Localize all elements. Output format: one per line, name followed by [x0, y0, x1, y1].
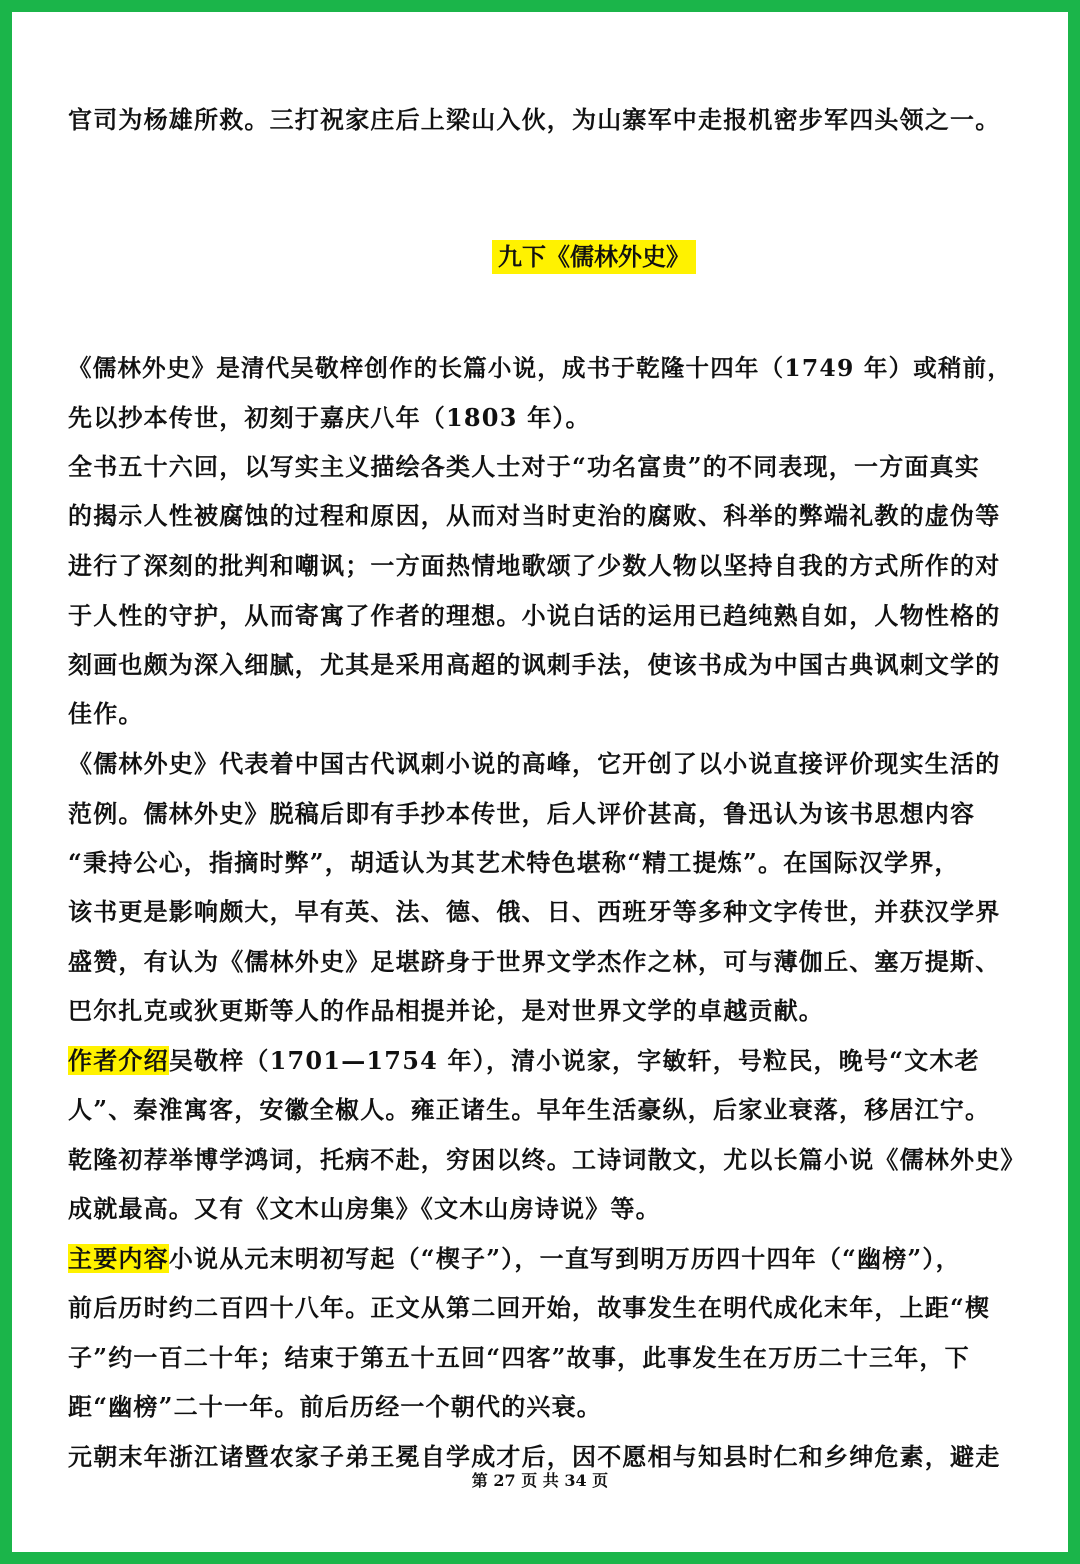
text-line: 乾隆初荐举博学鸿词，托病不赴，穷困以终。工诗词散文，尤以长篇小说《儒林外史》 [68, 1145, 1026, 1174]
text-line: 人”、秦淮寓客，安徽全椒人。雍正诸生。早年生活豪纵，后家业衰落，移居江宁。 [68, 1095, 991, 1124]
document-page [12, 12, 1068, 1552]
text-line: 元朝末年浙江诸暨农家子弟王冕自学成才后，因不愿相与知县时仁和乡绅危素，避走 [68, 1442, 1001, 1471]
section-title: 九下《儒林外史》 [492, 240, 696, 274]
text-line: 子”约一百二十年；结束于第五十五回“四客”故事，此事发生在万历二十三年，下 [68, 1343, 970, 1372]
author-intro-line [68, 1046, 980, 1076]
text-line: “秉持公心，指摘时弊”，胡适认为其艺术特色堪称“精工提炼”。在国际汉学界， [68, 848, 960, 877]
text-line: 官司为杨雄所救。三打祝家庄后上梁山入伙，为山寨军中走报机密步军四头领之一。 [68, 105, 1001, 134]
text-line: 《儒林外史》是清代吴敬梓创作的长篇小说，成书于乾隆十四年（1749 年）或稍前， [68, 354, 1013, 382]
text-line: 前后历时约二百四十八年。正文从第二回开始，故事发生在明代成化末年，上距“楔 [68, 1293, 991, 1322]
text-segment: 吴敬梓（1701—1754 年），清小说家，字敏轩，号粒民，晚号“文木老 [168, 1046, 980, 1075]
text-line: 《儒林外史》代表着中国古代讽刺小说的高峰，它开创了以小说直接评价现实生活的 [68, 749, 1001, 778]
main-content-line [68, 1244, 961, 1274]
text-line: 该书更是影响颇大，早有英、法、德、俄、日、西班牙等多种文字传世，并获汉学界 [68, 897, 1001, 926]
text-line: 于人性的守护，从而寄寓了作者的理想。小说白话的运用已趋纯熟自如，人物性格的 [68, 601, 1001, 630]
text-line: 距“幽榜”二十一年。前后历经一个朝代的兴衰。 [68, 1392, 603, 1421]
text-segment: 小说从元末明初写起（“楔子”），一直写到明万历四十四年（“幽榜”）， [168, 1244, 961, 1273]
text-line: 先以抄本传世，初刻于嘉庆八年（1803 年）。 [68, 403, 591, 432]
text-line: 刻画也颇为深入细腻，尤其是采用高超的讽刺手法，使该书成为中国古典讽刺文学的 [68, 650, 1001, 679]
text-line: 进行了深刻的批判和嘲讽；一方面热情地歌颂了少数人物以坚持自我的方式所作的对 [68, 551, 1001, 580]
text-line: 佳作。 [68, 699, 144, 728]
author-intro-label: 作者介绍 [68, 1046, 169, 1075]
main-content-label: 主要内容 [68, 1244, 169, 1273]
text-line: 全书五十六回，以写实主义描绘各类人士对于“功名富贵”的不同表现，一方面真实 [68, 452, 981, 481]
text-line: 的揭示人性被腐蚀的过程和原因，从而对当时吏治的腐败、科举的弊端礼教的虚伪等 [68, 501, 1001, 530]
text-line: 盛赞，有认为《儒林外史》足堪跻身于世界文学杰作之林，可与薄伽丘、塞万提斯、 [68, 947, 1001, 976]
text-line: 巴尔扎克或狄更斯等人的作品相提并论，是对世界文学的卓越贡献。 [68, 996, 824, 1025]
text-line: 成就最高。又有《文木山房集》《文木山房诗说》等。 [68, 1194, 661, 1223]
page-number: 第 27 页 共 34 页 [471, 1471, 609, 1490]
text-line: 范例。儒林外史》脱稿后即有手抄本传世，后人评价甚高，鲁迅认为该书思想内容 [68, 799, 976, 828]
